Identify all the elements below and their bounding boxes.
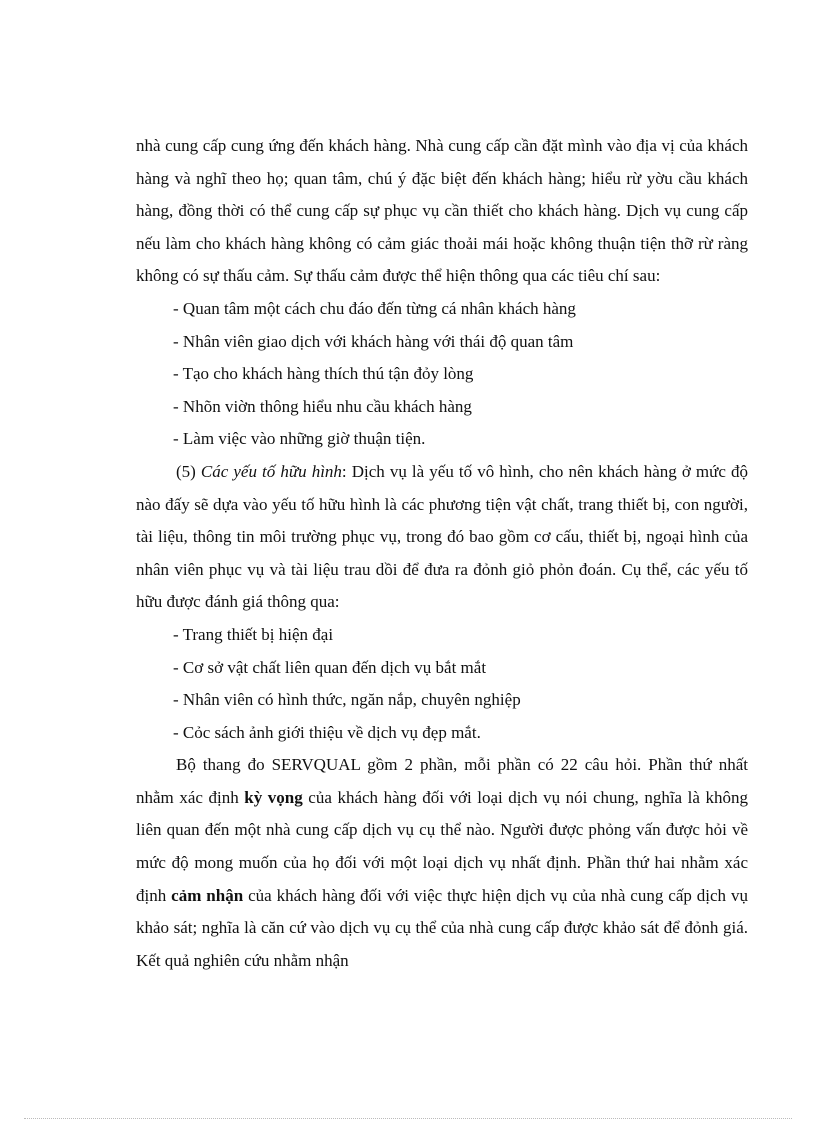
paragraph-servqual — [136, 749, 748, 977]
list-item: - Nhân viên giao dịch với khách hàng với thái độ quan tâm — [173, 331, 574, 351]
list-item: - Cơ sở vật chất liên quan đến dịch vụ bắt mắt — [173, 657, 487, 677]
servqual-text-a: Bộ thang đo SERVQUAL gồm 2 phần, mỗi phần có 22 câu hỏi. Phần thứ nhất nhằm xác định — [136, 755, 748, 807]
servqual-text-c: của khách hàng đối với việc thực hiện dịch vụ của nhà cung cấp dịch vụ khảo sát; nghĩa là căn cứ vào dịch vụ cụ thể của nhà cung cấp được khảo sát để đỏnh giá. Kết quả nghiên cứu nhằm nhận — [136, 885, 748, 970]
servqual-text-b: của khách hàng đối với loại dịch vụ nói chung, nghĩa là không liên quan đến một nhà cung cấp dịch vụ cụ thể nào. Người được phỏng vấn được hỏi về mức độ mong muốn của họ đối với một loại dịch vụ nhất định. Phần thứ hai nhằm xác định — [136, 787, 748, 905]
tangibles-criteria-list — [136, 619, 748, 749]
empathy-criteria-list — [136, 293, 748, 456]
document-body — [136, 130, 748, 977]
list-item: - Nhân viên có hình thức, ngăn nắp, chuyên nghiệp — [173, 690, 521, 710]
list-item: - Làm việc vào những giờ thuận tiện. — [173, 429, 426, 449]
bold-term-perception: cảm nhận — [171, 885, 244, 905]
list-item: - Quan tâm một cách chu đáo đến từng cá nhân khách hàng — [173, 298, 576, 318]
item-number: (5) — [176, 461, 201, 481]
list-item: - Cỏc sách ảnh giới thiệu về dịch vụ đẹp mắt. — [173, 722, 481, 742]
list-item: - Nhõn viờn thông hiểu nhu cầu khách hàng — [173, 396, 472, 416]
list-item: - Trang thiết bị hiện đại — [173, 624, 334, 644]
bold-term-expectation: kỳ vọng — [244, 787, 303, 807]
paragraph-tangibles — [136, 456, 748, 619]
page-bottom-divider — [24, 1118, 792, 1119]
tangibles-text: : Dịch vụ là yếu tố vô hình, cho nên khách hàng ở mức độ nào đấy sẽ dựa vào yếu tố hữu hình là các phương tiện vật chất, trang thiết bị, con người, tài liệu, thông tin môi trường phục vụ, trong đó bao gồm cơ cấu, thiết bị, ngoại hình của nhân viên phục vụ và tài liệu trau dồi để đưa ra đỏnh giỏ phỏn đoán. Cụ thể, các yếu tố hữu được đánh giá thông qua: — [136, 461, 748, 612]
tangibles-heading: Các yếu tố hữu hình — [200, 461, 342, 481]
paragraph-empathy: nhà cung cấp cung ứng đến khách hàng. Nhà cung cấp cần đặt mình vào địa vị của khách hàng và nghĩ theo họ; quan tâm, chú ý đặc biệt đến khách hàng; hiểu rừ yờu cầu khách hàng, đồng thời có thể cung cấp sự phục vụ cần thiết cho khách hàng. Dịch vụ cung cấp nếu làm cho khách hàng không có cảm giác thoải mái hoặc không thuận tiện thỡ rừ ràng không có sự thấu cảm. Sự thấu cảm được thể hiện thông qua các tiêu chí sau: — [136, 136, 748, 286]
list-item: - Tạo cho khách hàng thích thú tận đỏy lòng — [173, 364, 474, 384]
